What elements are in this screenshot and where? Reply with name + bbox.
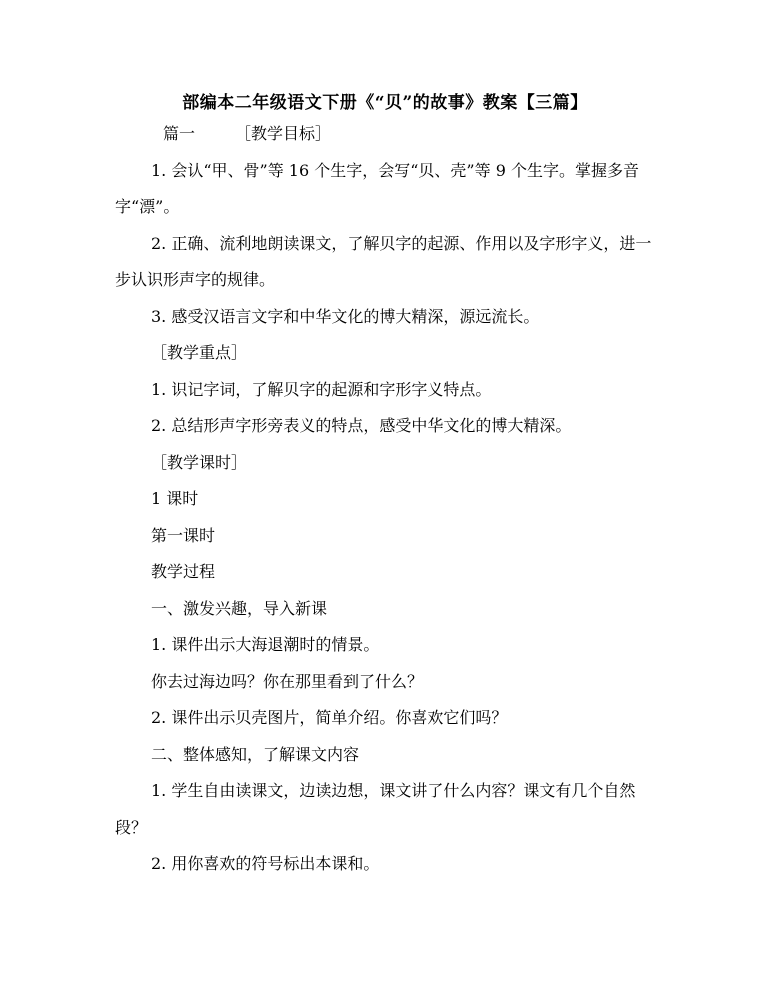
paragraph: 2. 用你喜欢的符号标出本课和。 [151,854,380,873]
paragraph: 2. 课件出示贝壳图片，简单介绍。你喜欢它们吗？ [151,708,508,727]
paragraph: 二、整体感知，了解课文内容 [151,744,360,764]
subheading: ［教学重点］ [151,343,248,362]
paragraph: 教学过程 [151,562,216,581]
paragraph: 你去过海边吗？你在那里看到了什么？ [151,671,424,691]
paragraph: 1. 学生自由读课文，边读边想，课文讲了什么内容？课文有几个自然段？ [115,781,636,837]
paragraph: 2. 正确、流利地朗读课文，了解贝字的起源、作用以及字形字义，进一步认识形声字的规律。 [115,233,652,289]
document-title: 部编本二年级语文下册《“贝”的故事》教案【三篇】 [182,93,588,113]
document-body [115,116,655,883]
subheading: ［教学课时］ [151,452,248,472]
paragraph: 一、激发兴趣，导入新课 [151,598,328,618]
section-heading: ［教学目标］ [235,124,332,143]
paragraph: 1. 课件出示大海退潮时的情景。 [151,635,380,654]
paragraph: 2. 总结形声字形旁表义的特点，感受中华文化的博大精深。 [151,416,572,435]
paragraph: 第一课时 [151,525,216,545]
paragraph: 1 课时 [151,489,199,508]
section-label: 篇一 [163,124,196,143]
paragraph: 1. 会认“甲、骨”等 16 个生字，会写“贝、壳”等 9 个生字。掌握多音字“漂”。 [115,160,639,216]
section-header-line [115,116,655,153]
paragraph: 3. 感受汉语言文字和中华文化的博大精深，源远流长。 [151,306,540,326]
paragraph: 1. 识记字词，了解贝字的起源和字形字义特点。 [151,379,492,399]
